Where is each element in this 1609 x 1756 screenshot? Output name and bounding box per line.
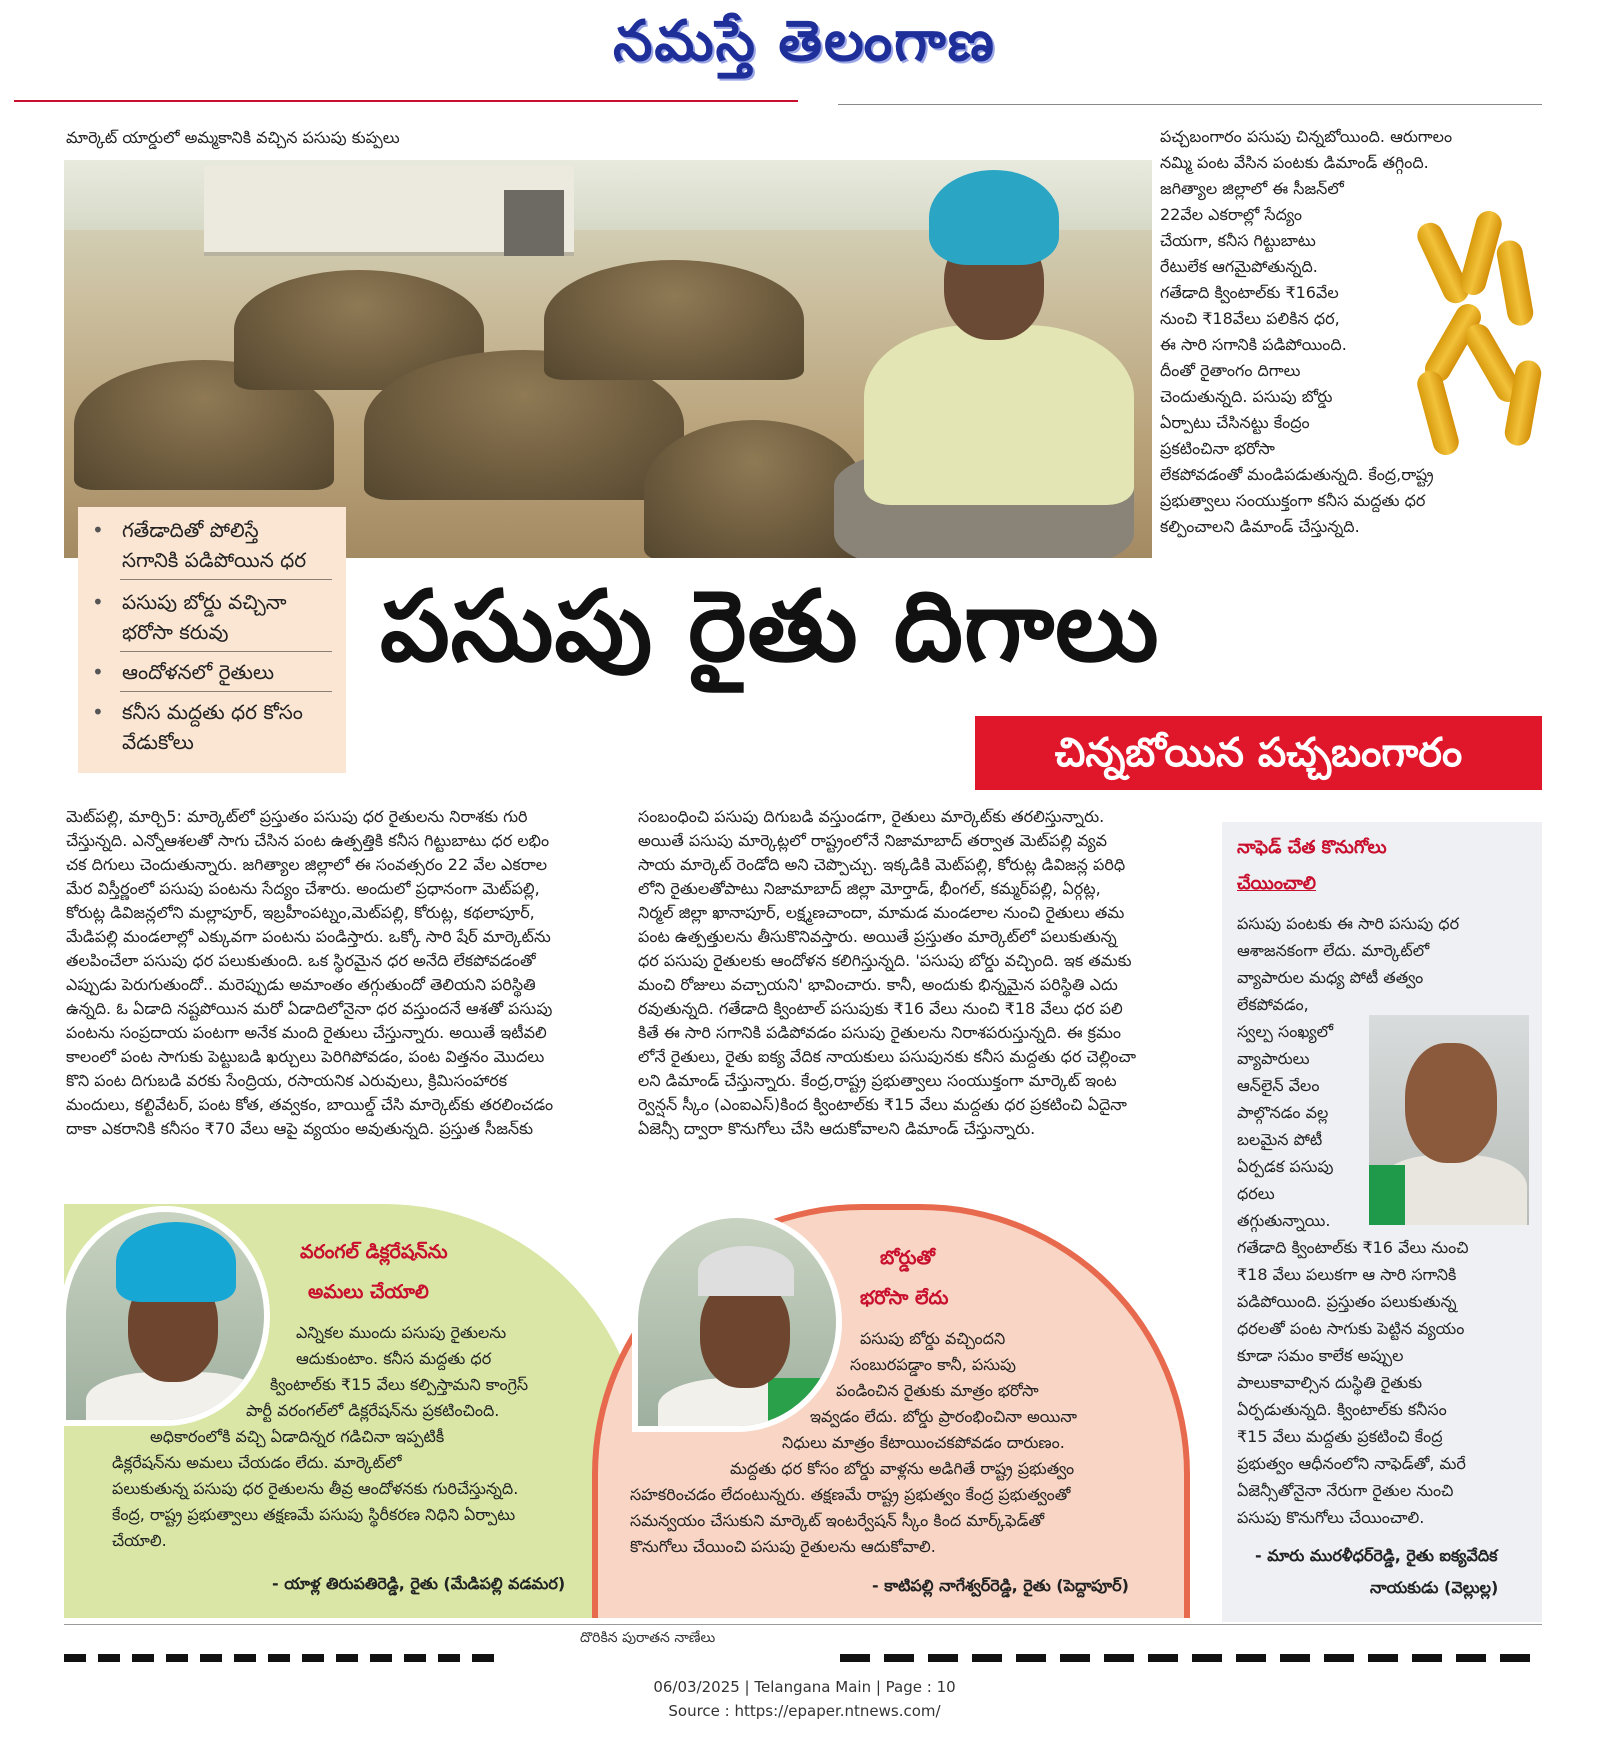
article-line: లని డిమాండ్ చేస్తున్నారు. కేంద్ర,రాష్ట్ర ప్రభుత్వాలు సంయుక్తంగా మార్కెట్ ఇంట: [638, 1071, 1117, 1090]
portrait-hair: [698, 1246, 794, 1296]
highlights-box: [78, 507, 346, 773]
article-line: దాకా ఎకరానికి కనీసం ₹70 వేలు ఆపై వ్యయం అవుతున్నది. ప్రస్తుత సీజన్‌కు: [66, 1119, 534, 1138]
quote-right-signature: - కాటిపల్లి నాగేశ్వర్‌రెడ్డి, రైతు (పెద్దాపూర్): [872, 1576, 1129, 1595]
sidebar-line: కూడా సమం కాలేక అప్పుల: [1237, 1346, 1404, 1365]
intro-line: ప్రభుత్వాలు సంయుక్తంగా కనీస మద్దతు ధర: [1160, 491, 1426, 510]
quote-left-signature: - యాళ్ల తిరుపతిరెడ్డి, రైతు (మేడిపల్లి వడమర): [272, 1574, 566, 1593]
quote-left-title: అమలు చేయాలి: [308, 1281, 429, 1303]
quote-left-line: ఎన్నికల ముందు పసుపు రైతులను: [296, 1323, 507, 1342]
intro-line: 22వేల ఎకరాల్లో సేద్యం: [1160, 205, 1302, 224]
turmeric-image: [1420, 210, 1542, 462]
article-line: నిర్మల్ జిల్లా ఖానాపూర్, లక్ష్మణచాందా, మామడ మండలాల నుంచి రైతులు తమ: [638, 903, 1125, 922]
intro-line: కల్పించాలని డిమాండ్ చేస్తున్నది.: [1160, 517, 1360, 536]
farmer-shirt: [864, 325, 1134, 505]
quote-right-line: సమన్వయం చేసుకుని మార్కెట్ ఇంటర్వేషన్ స్కీం కింద మార్క్‌ఫెడ్‌తో: [630, 1511, 1045, 1530]
quote-left-line: పార్టీ వరంగల్‌లో డిక్లరేషన్‌ను ప్రకటించింది.: [246, 1401, 500, 1420]
article-line: ఏజెన్సీ ద్వారా కొనుగోలు చేసి ఆదుకోవాలని డిమాండ్ చేస్తున్నారు.: [638, 1119, 1036, 1138]
portrait-face: [1405, 1043, 1497, 1163]
sidebar-title: చేయించాలి: [1237, 873, 1317, 894]
article-line: మేర విస్తీర్ణంలో పసుపు పంటను సేద్యం చేశారు. అందులో ప్రధానంగా మెట్‌పల్లి,: [66, 879, 540, 898]
quote-right-line: పసుపు బోర్డు వచ్చిందని: [860, 1329, 1006, 1348]
sidebar-line: స్వల్ప సంఖ్యలో: [1237, 1022, 1334, 1041]
masthead: [0, 0, 1609, 105]
farmer-photo: [834, 160, 1152, 558]
highlight-text: భరోసా కరువు: [122, 620, 229, 644]
article-line: ఎప్పుడు పెరుగుతుందో.. మరెప్పుడు అమాంతం తగ్గుతుందో తెలియని పరిస్థితి: [66, 975, 536, 994]
portrait-scarf: [1369, 1165, 1405, 1225]
highlight-text: సగానికి పడిపోయిన ధర: [122, 548, 307, 572]
highlight-text: వేడుకోలు: [122, 730, 194, 754]
portrait-turban: [116, 1222, 236, 1302]
sidebar-line: పాల్గొనడం వల్ల: [1237, 1103, 1329, 1122]
photo-shed-door: [504, 190, 564, 256]
article-line: రవుతున్నది. గతేడాది క్వింటాల్ పసుపుకు ₹16 వేలు నుంచి ₹18 వేలు ధర పలి: [638, 999, 1123, 1018]
sidebar-line: ఏర్పడక పసుపు: [1237, 1157, 1334, 1176]
intro-line: జగిత్యాల జిల్లాలో ఈ సీజన్‌లో: [1160, 179, 1344, 198]
article-line: తలపించేలా పసుపు ధర పలుకుతుంది. ఒక స్థిరమైన ధర అనేది లేకపోవడంతో: [66, 951, 536, 970]
sidebar-line: ఆన్‌లైన్ వేలం: [1237, 1076, 1320, 1095]
sidebar-line: గతేడాది క్వింటాల్‌కు ₹16 వేలు నుంచి: [1237, 1238, 1469, 1257]
article-line: ధర పసుపు రైతులకు ఆందోళన కలిగిస్తున్నది. 'పసుపు బోర్డు వచ్చింది. ఇక తమకు: [638, 951, 1132, 970]
next-article-headline-cropped: [64, 1648, 504, 1662]
intro-line: చేయగా, కనీస గిట్టుబాటు: [1160, 231, 1316, 250]
highlight-text: • గతేడాదితో పోలిస్తే: [122, 518, 259, 542]
intro-line: ఈ సారి సగానికి పడిపోయింది.: [1160, 335, 1347, 354]
bottom-photo-caption: దొరికిన పురాతన నాణేలు: [580, 1630, 716, 1646]
article-line: కితే ఈ సారి సగానికి పడిపోవడం పసుపు రైతులను నిరాశపరుస్తున్నది. ఈ క్రమం: [638, 1023, 1122, 1042]
headline: పసుపు రైతు దిగాలు: [380, 570, 1160, 684]
intro-line: నుంచి ₹18వేలు పలికిన ధర,: [1160, 309, 1340, 328]
turmeric-root: [1495, 238, 1536, 327]
sidebar-line: ఏజెన్సీతోనైనా నేరుగా రైతుల నుంచి: [1237, 1481, 1454, 1500]
article-line: పంట ఉత్పత్తులను తీసుకొనివస్తారు. అయితే ప్రస్తుతం మార్కెట్‌లో పలుకుతున్న: [638, 927, 1117, 946]
sidebar-line: ₹18 వేలు పలుకగా ఆ సారి సగానికి: [1237, 1265, 1457, 1284]
article-line: కొని పంట దిగుబడి వరకు సేంద్రియ, రసాయనిక ఎరువులు, క్రిమిసంహారక: [66, 1071, 508, 1090]
quote-left-portrait: [60, 1206, 270, 1426]
article-line: కాలంలో పంట సాగుకు పెట్టుబడి ఖర్చులు పెరిగిపోవడం, పంట విత్తనం మొదలు: [66, 1047, 545, 1066]
sidebar-portrait: [1369, 1015, 1529, 1225]
intro-line: చెందుతున్నది. పసుపు బోర్డు: [1160, 387, 1333, 406]
sidebar-line: ₹15 వేలు మద్దతు ప్రకటించి కేంద్ర: [1237, 1427, 1443, 1446]
turmeric-pile: [544, 260, 804, 380]
article-line: సాయ మార్కెట్ రెండోది అని చెప్పొచ్చు. ఇక్కడికి మెట్‌పల్లి, కోరుట్ల డివిజన్ల పరిధి: [638, 855, 1126, 874]
footer-date-page: 06/03/2025 | Telangana Main | Page : 10: [653, 1678, 956, 1696]
article-line: చేస్తున్నది. ఎన్నోఆశలతో సాగు చేసిన పంట ఉత్పత్తికి కనీస గిట్టుబాటు ధర లభిం: [66, 831, 550, 850]
quote-right-portrait: [632, 1212, 842, 1432]
sidebar-line: ఆశాజనకంగా లేదు. మార్కెట్‌లో: [1237, 941, 1430, 960]
article-line: పంటను సంప్రదాయ పంటగా అనేక మంది రైతులు చేస్తున్నారు. అయితే ఇటీవలి: [66, 1023, 547, 1042]
highlight-divider: [120, 691, 332, 692]
quote-right-title: బోర్డుతో: [880, 1247, 935, 1269]
article-line: సంబంధించి పసుపు దిగుబడి వస్తుండగా, రైతులు మార్కెట్‌కు తరలిస్తున్నారు.: [638, 807, 1105, 826]
turmeric-root: [1414, 368, 1461, 458]
article-line: చక దిగులు చెందుతున్నారు. జగిత్యాల జిల్లాలో ఈ సంవత్సరం 22 వేల ఎకరాల: [66, 855, 548, 874]
main-photo-turmeric-market: [64, 160, 1152, 558]
sidebar-line: ప్రభుత్వం ఆధీనంలోని నాఫెడ్‌తో, మరే: [1237, 1454, 1466, 1473]
intro-line: గతేడాది క్వింటాల్‌కు ₹16వేల: [1160, 283, 1339, 302]
sidebar-line: పాలుకావాల్సిన దుస్థితి రైతుకు: [1237, 1373, 1423, 1392]
quote-right-line: సంబురపడ్డాం కానీ, పసుపు: [850, 1355, 1016, 1374]
quote-right-title: భరోసా లేదు: [860, 1287, 949, 1309]
article-line: కోరుట్ల డివిజన్లలోని మల్లాపూర్, ఇబ్రహీంపట్నం,మెట్‌పల్లి, కోరుట్ల, కథలాపూర్,: [66, 903, 535, 922]
intro-line: రేటులేక ఆగమైపోతున్నది.: [1160, 257, 1318, 276]
article-line: ఉన్నది. ఓ ఏడాది నష్టపోయిన మరో ఏడాదిలోనైనా ధర వస్తుందనే ఆశతో పసుపు: [66, 999, 553, 1018]
footer-source: Source : https://epaper.ntnews.com/: [668, 1702, 941, 1720]
turmeric-pile: [644, 420, 864, 558]
intro-line: పచ్చబంగారం పసుపు చిన్నబోయింది. ఆరుగాలం: [1160, 127, 1453, 146]
quote-right-line: పండించిన రైతుకు మాత్రం భరోసా: [836, 1381, 1039, 1400]
quote-right-line: కొనుగోలు చేయించి పసుపు రైతులను ఆదుకోవాలి.: [630, 1537, 936, 1556]
highlight-item: [92, 515, 306, 575]
sidebar-line: ధరలతో పంట సాగుకు పెట్టిన వ్యయం: [1237, 1319, 1465, 1338]
intro-line: ఏర్పాటు చేసినట్టు కేంద్రం: [1160, 413, 1310, 432]
article-line: లోనే రైతులు, రైతు ఐక్య వేదిక నాయకులు పసుపునకు కనీస మద్దతు ధర చెల్లించా: [638, 1047, 1137, 1066]
sidebar-line: ఏర్పడుతున్నది. క్వింటాల్‌కు కనీసం: [1237, 1400, 1447, 1419]
sidebar-signature: నాయకుడు (వెల్లుల్ల): [1370, 1578, 1499, 1597]
highlight-divider: [120, 579, 332, 580]
quote-left-line: అధికారంలోకి వచ్చి ఏడాదిన్నర గడిచినా ఇప్పటికీ: [150, 1427, 445, 1446]
quote-right-line: ఇవ్వడం లేదు. బోర్డు ప్రారంభించినా అయినా: [810, 1407, 1077, 1426]
subheadline: చిన్నబోయిన పచ్చబంగారం: [975, 716, 1542, 790]
sidebar-line: తగ్గుతున్నాయి.: [1237, 1211, 1331, 1230]
sidebar-line: పడిపోయింది. ప్రస్తుతం పలుకుతున్న: [1237, 1292, 1457, 1311]
quote-right-line: నిధులు మాత్రం కేటాయించకపోవడం దారుణం.: [782, 1433, 1065, 1452]
quote-right-line: మద్దతు ధర కోసం బోర్డు వాళ్లను అడిగితే రాష్ట్ర ప్రభుత్వం: [730, 1459, 1075, 1478]
intro-line: దీంతో రైతాంగం దిగాలు: [1160, 361, 1301, 380]
quote-left-line: పలుకుతున్న పసుపు ధర రైతులను తీవ్ర ఆందోళనకు గురిచేస్తున్నది.: [112, 1479, 519, 1498]
sidebar-line: వ్యాపారుల మధ్య పోటీ తత్వం: [1237, 968, 1424, 987]
sidebar-signature: - మారు మురళీధర్‌రెడ్డి, రైతు ఐక్యవేదిక: [1255, 1546, 1498, 1565]
sidebar-title: నాఫెడ్ చేత కొనుగోలు: [1237, 837, 1387, 858]
masthead-rule-gray: [838, 104, 1542, 105]
quote-left-title: వరంగల్ డిక్లరేషన్‌ను: [300, 1241, 448, 1263]
intro-line: ప్రకటించినా భరోసా: [1160, 439, 1275, 458]
highlight-text: • ఆందోళనలో రైతులు: [122, 660, 275, 684]
quote-left-line: డిక్లరేషన్‌ను అమలు చేయడం లేదు. మార్కెట్‌లో: [112, 1453, 402, 1472]
article-line: అయితే పసుపు మార్కెట్లలో రాష్ట్రంలోనే నిజామాబాద్ తర్వాత మెట్‌పల్లి వ్యవ: [638, 831, 1107, 850]
article-line: మేడిపల్లి మండలాల్లో ఎక్కువగా పంటను పండిస్తారు. ఒక్కో సారి షేర్ మార్కెట్‌ను: [66, 927, 551, 946]
highlight-item: [92, 657, 274, 687]
article-line: మంచి రోజులు వచ్చాయని' భావించారు. కానీ, అందుకు భిన్నమైన పరిస్థితి ఎదు: [638, 975, 1118, 994]
article-line: లోని రైతులతోపాటు నిజామాబాద్ జిల్లా మోర్తాడ్, భీంగల్, కమ్మర్‌పల్లి, ఏర్గట్ల,: [638, 879, 1101, 898]
farmer-turban: [929, 170, 1059, 265]
highlight-text: • కనీస మద్దతు ధర కోసం: [122, 700, 303, 724]
bottom-rule: [64, 1624, 1542, 1625]
next-article-headline-cropped: [840, 1648, 1540, 1662]
quote-left-line: చేయాలి.: [112, 1531, 167, 1550]
intro-line: లేకపోవడంతో మండిపడుతున్నది. కేంద్ర,రాష్ట్ర: [1160, 465, 1434, 484]
sidebar-line: ధరలు: [1237, 1184, 1275, 1203]
sidebar-line: బలమైన పోటీ: [1237, 1130, 1323, 1149]
sidebar-line: లేకపోవడం,: [1237, 995, 1309, 1014]
quote-right-line: సహకరించడం లేదంటున్నరు. తక్షణమే రాష్ట్ర ప్రభుత్వం కేంద్ర ప్రభుత్వంతో: [630, 1485, 1071, 1504]
highlight-text: • పసుపు బోర్డు వచ్చినా: [122, 590, 287, 614]
highlight-divider: [120, 651, 332, 652]
article-line: మందులు, కల్టివేటర్, పంట కోత, తవ్వకం, బాయిల్డ్ చేసి మార్కెట్‌కు తరలించడం: [66, 1095, 554, 1114]
masthead-rule-red: [14, 100, 798, 102]
article-line: మెట్‌పల్లి, మార్చి5: మార్కెట్‌లో ప్రస్తుతం పసుపు ధర రైతులను నిరాశకు గురి: [66, 807, 528, 826]
highlight-item: [92, 697, 303, 757]
quote-left-line: క్వింటాల్‌కు ₹15 వేలు కల్పిస్తామని కాంగ్రెస్: [270, 1375, 529, 1394]
highlight-item: [92, 587, 287, 647]
quote-left-line: ఆదుకుంటాం. కనీస మద్దతు ధర: [296, 1349, 492, 1368]
photo-caption: మార్కెట్ యార్డులో అమ్మకానికి వచ్చిన పసుపు కుప్పలు: [66, 128, 400, 147]
sidebar-line: పసుపు పంటకు ఈ సారి పసుపు ధర: [1237, 914, 1460, 933]
intro-line: నమ్మి పంట వేసిన పంటకు డిమాండ్ తగ్గింది.: [1160, 153, 1429, 172]
newspaper-logo: నమస్తే తెలంగాణ: [613, 8, 996, 74]
sidebar-line: పసుపు కొనుగోలు చేయించాలి.: [1237, 1508, 1425, 1527]
quote-left-line: కేంద్ర, రాష్ట్ర ప్రభుత్వాలు తక్షణమే పసుపు స్థిరీకరణ నిధిని ఏర్పాటు: [112, 1505, 516, 1524]
article-line: ర్వెన్షన్ స్కీం (ఎంఐఎస్)కింద క్వింటాల్‌కు ₹15 వేలు మద్దతు ధర ప్రకటించి ఏదైనా: [638, 1095, 1127, 1114]
sidebar-line: వ్యాపారులు: [1237, 1049, 1310, 1068]
